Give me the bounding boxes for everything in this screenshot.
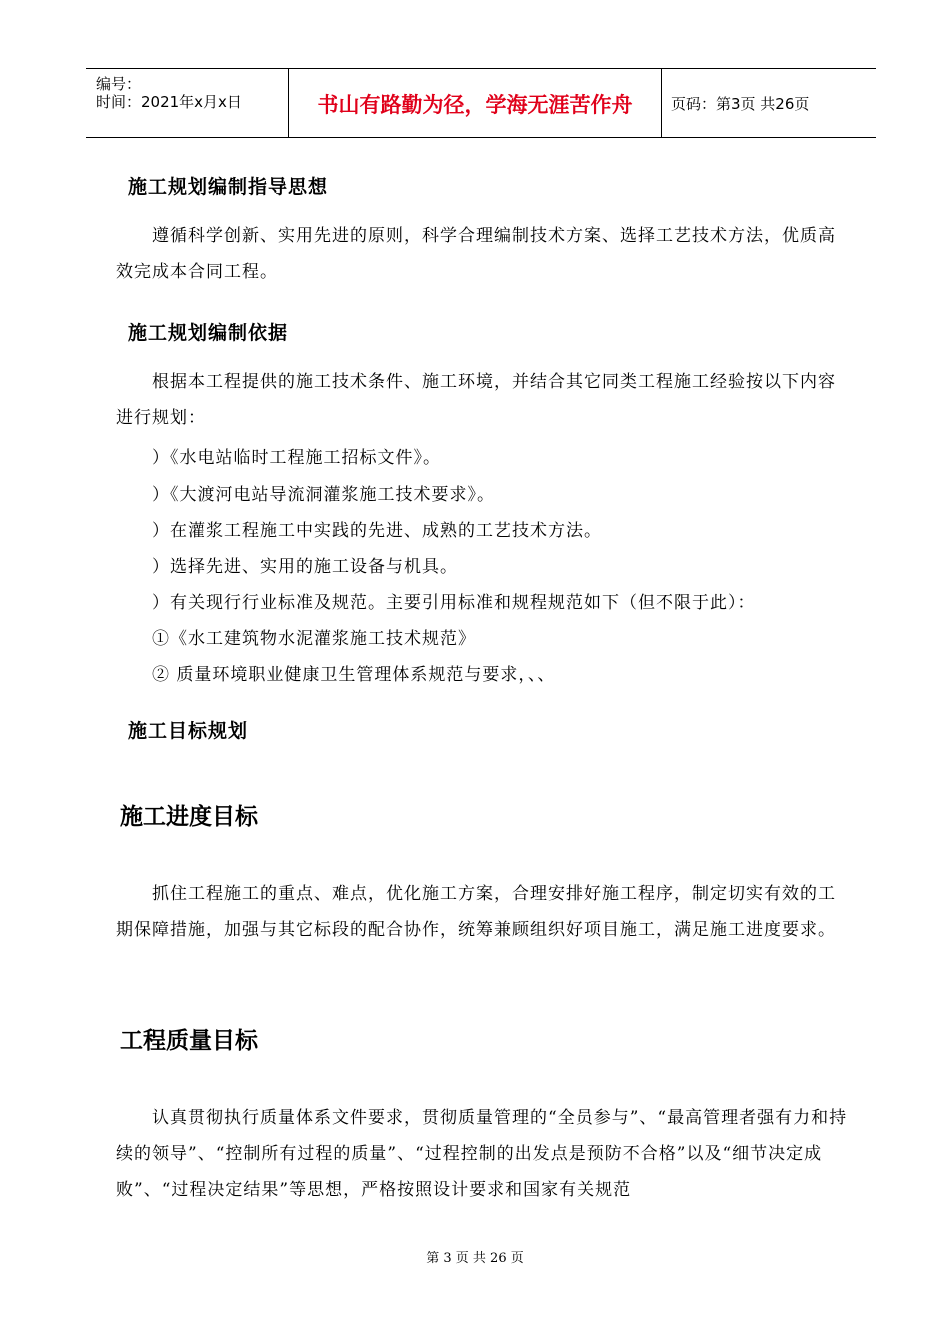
section-title-quality: 工程质量目标 <box>120 1028 258 1054</box>
time-label: 时间：2021年x月x日 <box>96 93 242 111</box>
section-title-goals: 施工目标规划 <box>128 720 249 742</box>
list-item: ）有关现行行业标准及规范。主要引用标准和规程规范如下（但不限于此）： <box>152 593 756 613</box>
section-title-schedule: 施工进度目标 <box>120 804 258 830</box>
list-item: ）《大渡河电站导流洞灌浆施工技术要求》。 <box>152 485 495 505</box>
list-item: ）选择先进、实用的施工设备与机具。 <box>152 557 458 577</box>
paragraph-quality: 认真贯彻执行质量体系文件要求，贯彻质量管理的“全员参与”、“最高管理者强有力和持续的领导”、“控制所有过程的质量”、“过程控制的出发点是预防不合格”以及“细节决定成败”、“过程决定结果”等思想，严格按照设计要求和国家有关规范 <box>116 1108 848 1200</box>
list-item: ①《水工建筑物水泥灌浆施工技术规范》 <box>152 629 476 649</box>
header-right-cell <box>661 69 876 137</box>
paragraph-guiding-thought: 遵循科学创新、实用先进的原则，科学合理编制技术方案、选择工艺技术方法，优质高效完成本合同工程。 <box>116 226 836 282</box>
paragraph-schedule: 抓住工程施工的重点、难点，优化施工方案，合理安排好施工程序，制定切实有效的工期保障措施，加强与其它标段的配合协作，统筹兼顾组织好项目施工，满足施工进度要求。 <box>116 884 836 940</box>
header-motto: 书山有路勤为径，学海无涯苦作舟 <box>317 93 633 117</box>
page-footer: 第 3 页 共 26 页 <box>426 1251 524 1266</box>
paragraph-basis: 根据本工程提供的施工技术条件、施工环境，并结合其它同类工程施工经验按以下内容进行规划： <box>116 372 836 428</box>
list-item: ）在灌浆工程施工中实践的先进、成熟的工艺技术方法。 <box>152 521 602 541</box>
header-page-info: 页码：第3页 共26页 <box>671 95 810 113</box>
page-header <box>86 68 876 138</box>
header-left-cell <box>86 69 288 137</box>
section-title-guiding-thought: 施工规划编制指导思想 <box>128 176 329 198</box>
header-motto-cell <box>288 69 662 137</box>
list-item: ）《水电站临时工程施工招标文件》。 <box>152 448 441 468</box>
section-title-basis: 施工规划编制依据 <box>128 322 289 344</box>
list-item: ② 质量环境职业健康卫生管理体系规范与要求，、、 <box>152 665 556 685</box>
number-label: 编号： <box>96 75 142 93</box>
